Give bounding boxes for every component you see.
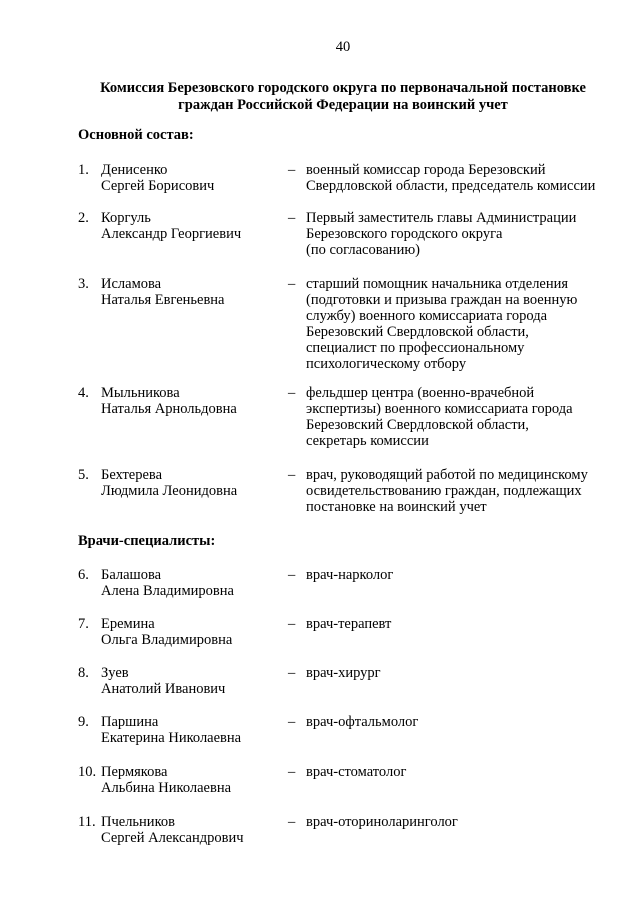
entry-dash: –: [288, 567, 296, 583]
role-line: врач-оториноларинголог: [306, 814, 458, 830]
role-line: Березовского городского округа: [306, 226, 503, 242]
member-name: [101, 665, 286, 697]
member-name: [101, 567, 286, 599]
member-role: [306, 567, 606, 583]
member-given-name: Альбина Николаевна: [101, 780, 232, 796]
role-line: специалист по профессиональному: [306, 340, 525, 356]
member-given-name: Анатолий Иванович: [101, 681, 226, 697]
member-surname: Пчельников: [101, 814, 175, 830]
member-name: [101, 814, 286, 846]
entry-number: 9.: [78, 714, 89, 730]
member-given-name: Наталья Арнольдовна: [101, 401, 237, 417]
member-surname: Пермякова: [101, 764, 168, 780]
entry-number: 3.: [78, 276, 89, 292]
member-surname: Зуев: [101, 665, 129, 681]
title-line: граждан Российской Федерации на воинский учет: [178, 97, 508, 113]
page-number: 40: [335, 39, 351, 55]
section-title-doctors: Врачи-специалисты:: [78, 533, 216, 549]
role-line: врач, руководящий работой по медицинскому: [306, 467, 588, 483]
role-line: Березовский Свердловской области,: [306, 417, 529, 433]
entry-number: 8.: [78, 665, 89, 681]
member-role: [306, 210, 606, 258]
role-line: врач-терапевт: [306, 616, 392, 632]
member-role: [306, 616, 606, 632]
entry-number: 1.: [78, 162, 89, 178]
entry-number: 11.: [78, 814, 96, 830]
member-surname: Мыльникова: [101, 385, 180, 401]
member-surname: Балашова: [101, 567, 162, 583]
role-line: фельдшер центра (военно-врачебной: [306, 385, 535, 401]
member-surname: Денисенко: [101, 162, 168, 178]
member-surname: Исламова: [101, 276, 162, 292]
member-role: [306, 714, 606, 730]
role-line: психологическому отбору: [306, 356, 467, 372]
member-role: [306, 764, 606, 780]
role-line: службу) военного комиссариата города: [306, 308, 548, 324]
member-role: [306, 162, 606, 194]
entry-dash: –: [288, 210, 296, 226]
entry-number: 6.: [78, 567, 89, 583]
role-line: секретарь комиссии: [306, 433, 429, 449]
member-given-name: Сергей Борисович: [101, 178, 215, 194]
member-given-name: Ольга Владимировна: [101, 632, 233, 648]
member-role: [306, 467, 606, 515]
member-role: [306, 665, 606, 681]
title-line: Комиссия Березовского городского округа по первоначальной постановке: [100, 80, 586, 96]
entry-number: 7.: [78, 616, 89, 632]
entry-dash: –: [288, 467, 296, 483]
member-name: [101, 714, 286, 746]
role-line: (по согласованию): [306, 242, 420, 258]
role-line: врач-офтальмолог: [306, 714, 419, 730]
member-role: [306, 814, 606, 830]
role-line: (подготовки и призыва граждан на военную: [306, 292, 578, 308]
member-surname: Коргуль: [101, 210, 151, 226]
entry-number: 4.: [78, 385, 89, 401]
member-role: [306, 385, 606, 449]
member-given-name: Наталья Евгеньевна: [101, 292, 225, 308]
entry-dash: –: [288, 616, 296, 632]
document-title: [60, 80, 626, 114]
member-surname: Паршина: [101, 714, 159, 730]
entry-number: 2.: [78, 210, 89, 226]
entry-number: 10.: [78, 764, 97, 780]
role-line: старший помощник начальника отделения: [306, 276, 569, 292]
member-name: [101, 276, 286, 308]
entry-dash: –: [288, 276, 296, 292]
role-line: врач-стоматолог: [306, 764, 407, 780]
entry-dash: –: [288, 162, 296, 178]
role-line: врач-нарколог: [306, 567, 394, 583]
role-line: врач-хирург: [306, 665, 381, 681]
entry-dash: –: [288, 714, 296, 730]
section-title-main: Основной состав:: [78, 127, 194, 143]
member-name: [101, 616, 286, 648]
entry-dash: –: [288, 814, 296, 830]
entry-dash: –: [288, 665, 296, 681]
member-name: [101, 385, 286, 417]
entry-dash: –: [288, 764, 296, 780]
member-given-name: Алена Владимировна: [101, 583, 234, 599]
role-line: Березовский Свердловской области,: [306, 324, 529, 340]
member-surname: Еремина: [101, 616, 155, 632]
entry-dash: –: [288, 385, 296, 401]
role-line: экспертизы) военного комиссариата города: [306, 401, 573, 417]
member-given-name: Сергей Александрович: [101, 830, 244, 846]
member-name: [101, 162, 286, 194]
member-given-name: Людмила Леонидовна: [101, 483, 238, 499]
role-line: освидетельствованию граждан, подлежащих: [306, 483, 582, 499]
member-name: [101, 210, 286, 242]
member-role: [306, 276, 606, 372]
role-line: Свердловской области, председатель комиссии: [306, 178, 596, 194]
role-line: постановке на воинский учет: [306, 499, 487, 515]
entry-number: 5.: [78, 467, 89, 483]
role-line: военный комиссар города Березовский: [306, 162, 546, 178]
member-given-name: Александр Георгиевич: [101, 226, 242, 242]
member-given-name: Екатерина Николаевна: [101, 730, 242, 746]
role-line: Первый заместитель главы Администрации: [306, 210, 577, 226]
member-name: [101, 764, 286, 796]
member-name: [101, 467, 286, 499]
member-surname: Бехтерева: [101, 467, 163, 483]
